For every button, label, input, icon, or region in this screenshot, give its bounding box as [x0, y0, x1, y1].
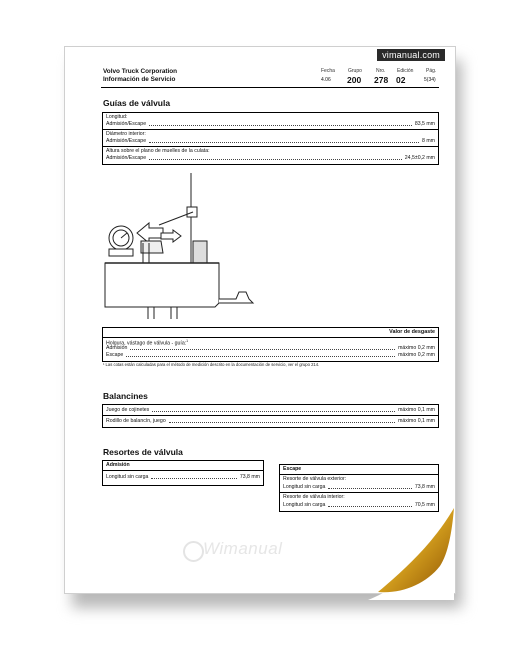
resortes-admision-table: [102, 460, 264, 486]
grupo-value: 200: [347, 75, 362, 85]
longitud-value: 83,5 mm: [414, 121, 435, 127]
resortes-admision-header: Admisión: [106, 462, 130, 468]
diametro-value: 8 mm: [422, 138, 435, 144]
desgaste-table: [102, 327, 439, 362]
grupo-label: Grupo: [348, 68, 362, 74]
interior-label: Resorte de válvula interior:: [283, 494, 345, 500]
watermark-top: vimanual.com: [377, 49, 445, 61]
longitud-row: [103, 113, 438, 130]
document-header: [103, 68, 177, 84]
magnetic-base: [193, 241, 207, 263]
exterior-longitud-value: 73,8 mm: [414, 484, 435, 490]
longitud-sublabel: Admisión/Escape: [106, 121, 147, 127]
escape-value: máximo 0,2 mm: [398, 352, 435, 358]
exterior-longitud-label: Longitud sin carga: [283, 484, 326, 490]
altura-row: [103, 147, 438, 163]
diametro-sublabel: Admisión/Escape: [106, 138, 147, 144]
admision-value: máximo 0,2 mm: [398, 345, 435, 351]
pag-label: Pág.: [426, 68, 437, 74]
section-title-guias: Guías de válvula: [103, 98, 171, 108]
altura-sublabel: Admisión/Escape: [106, 155, 147, 161]
edicion-label: Edición: [397, 68, 414, 74]
rodillo-label: Rodillo de balancín, juego: [106, 418, 166, 424]
holgura-label: Holgura, vástago de válvula - guía:$^1$: [106, 339, 189, 347]
admision-longitud-value: 73,8 mm: [239, 474, 260, 480]
longitud-label: Longitud:: [106, 114, 128, 120]
fecha-value: 4.06: [321, 77, 331, 83]
document-type: Información de Servicio: [103, 76, 176, 83]
nro-label: Nro.: [376, 68, 386, 74]
resortes-escape-table: [279, 464, 439, 512]
pag-value: 5(34): [424, 77, 436, 83]
altura-value: 24,5±0,2 mm: [404, 155, 435, 161]
admision-longitud-label: Longitud sin carga: [106, 474, 149, 480]
nro-value: 278: [374, 75, 389, 85]
arrow-right-icon: [161, 230, 181, 242]
rodillo-value: máximo 0,1 mm: [398, 418, 435, 424]
resortes-escape-header: Escape: [283, 466, 302, 472]
section-title-balancines: Balancines: [103, 391, 148, 401]
altura-label: Altura sobre el plano de muelles de la culata:: [106, 148, 210, 154]
interior-longitud-label: Longitud sin carga: [283, 502, 326, 508]
fecha-label: Fecha: [321, 68, 335, 74]
arrow-left-icon: [137, 223, 163, 243]
watermark-logo-icon: [183, 541, 204, 562]
diametro-row: [103, 130, 438, 147]
valve-guide-measurement-figure: [101, 167, 271, 332]
footnote: ¹ Las cotas están calculadas para el método de medición descrito en la documentación de servicio, ver el grupo 214.: [103, 362, 320, 367]
admision-label: Admisión: [106, 345, 128, 351]
interior-longitud-value: 70,5 mm: [414, 502, 435, 508]
page-curl-icon: [368, 508, 454, 600]
balancines-table: [102, 404, 439, 428]
company-name: Volvo Truck Corporation: [103, 68, 178, 75]
juego-label: Juego de cojinetes: [106, 407, 150, 413]
edicion-value: 02: [396, 75, 406, 85]
cylinder-head: [105, 263, 219, 307]
header-divider: [101, 87, 439, 88]
juego-value: máximo 0,1 mm: [398, 407, 435, 413]
escape-label: Escape: [106, 352, 124, 358]
section-title-resortes: Resortes de válvula: [103, 447, 183, 457]
desgaste-header: Valor de desgaste: [389, 329, 435, 335]
diametro-label: Diámetro interior:: [106, 131, 146, 137]
guias-spec-table: [102, 112, 439, 165]
exterior-label: Resorte de válvula exterior:: [283, 476, 347, 482]
watermark-bottom: Wimanual: [203, 539, 283, 558]
